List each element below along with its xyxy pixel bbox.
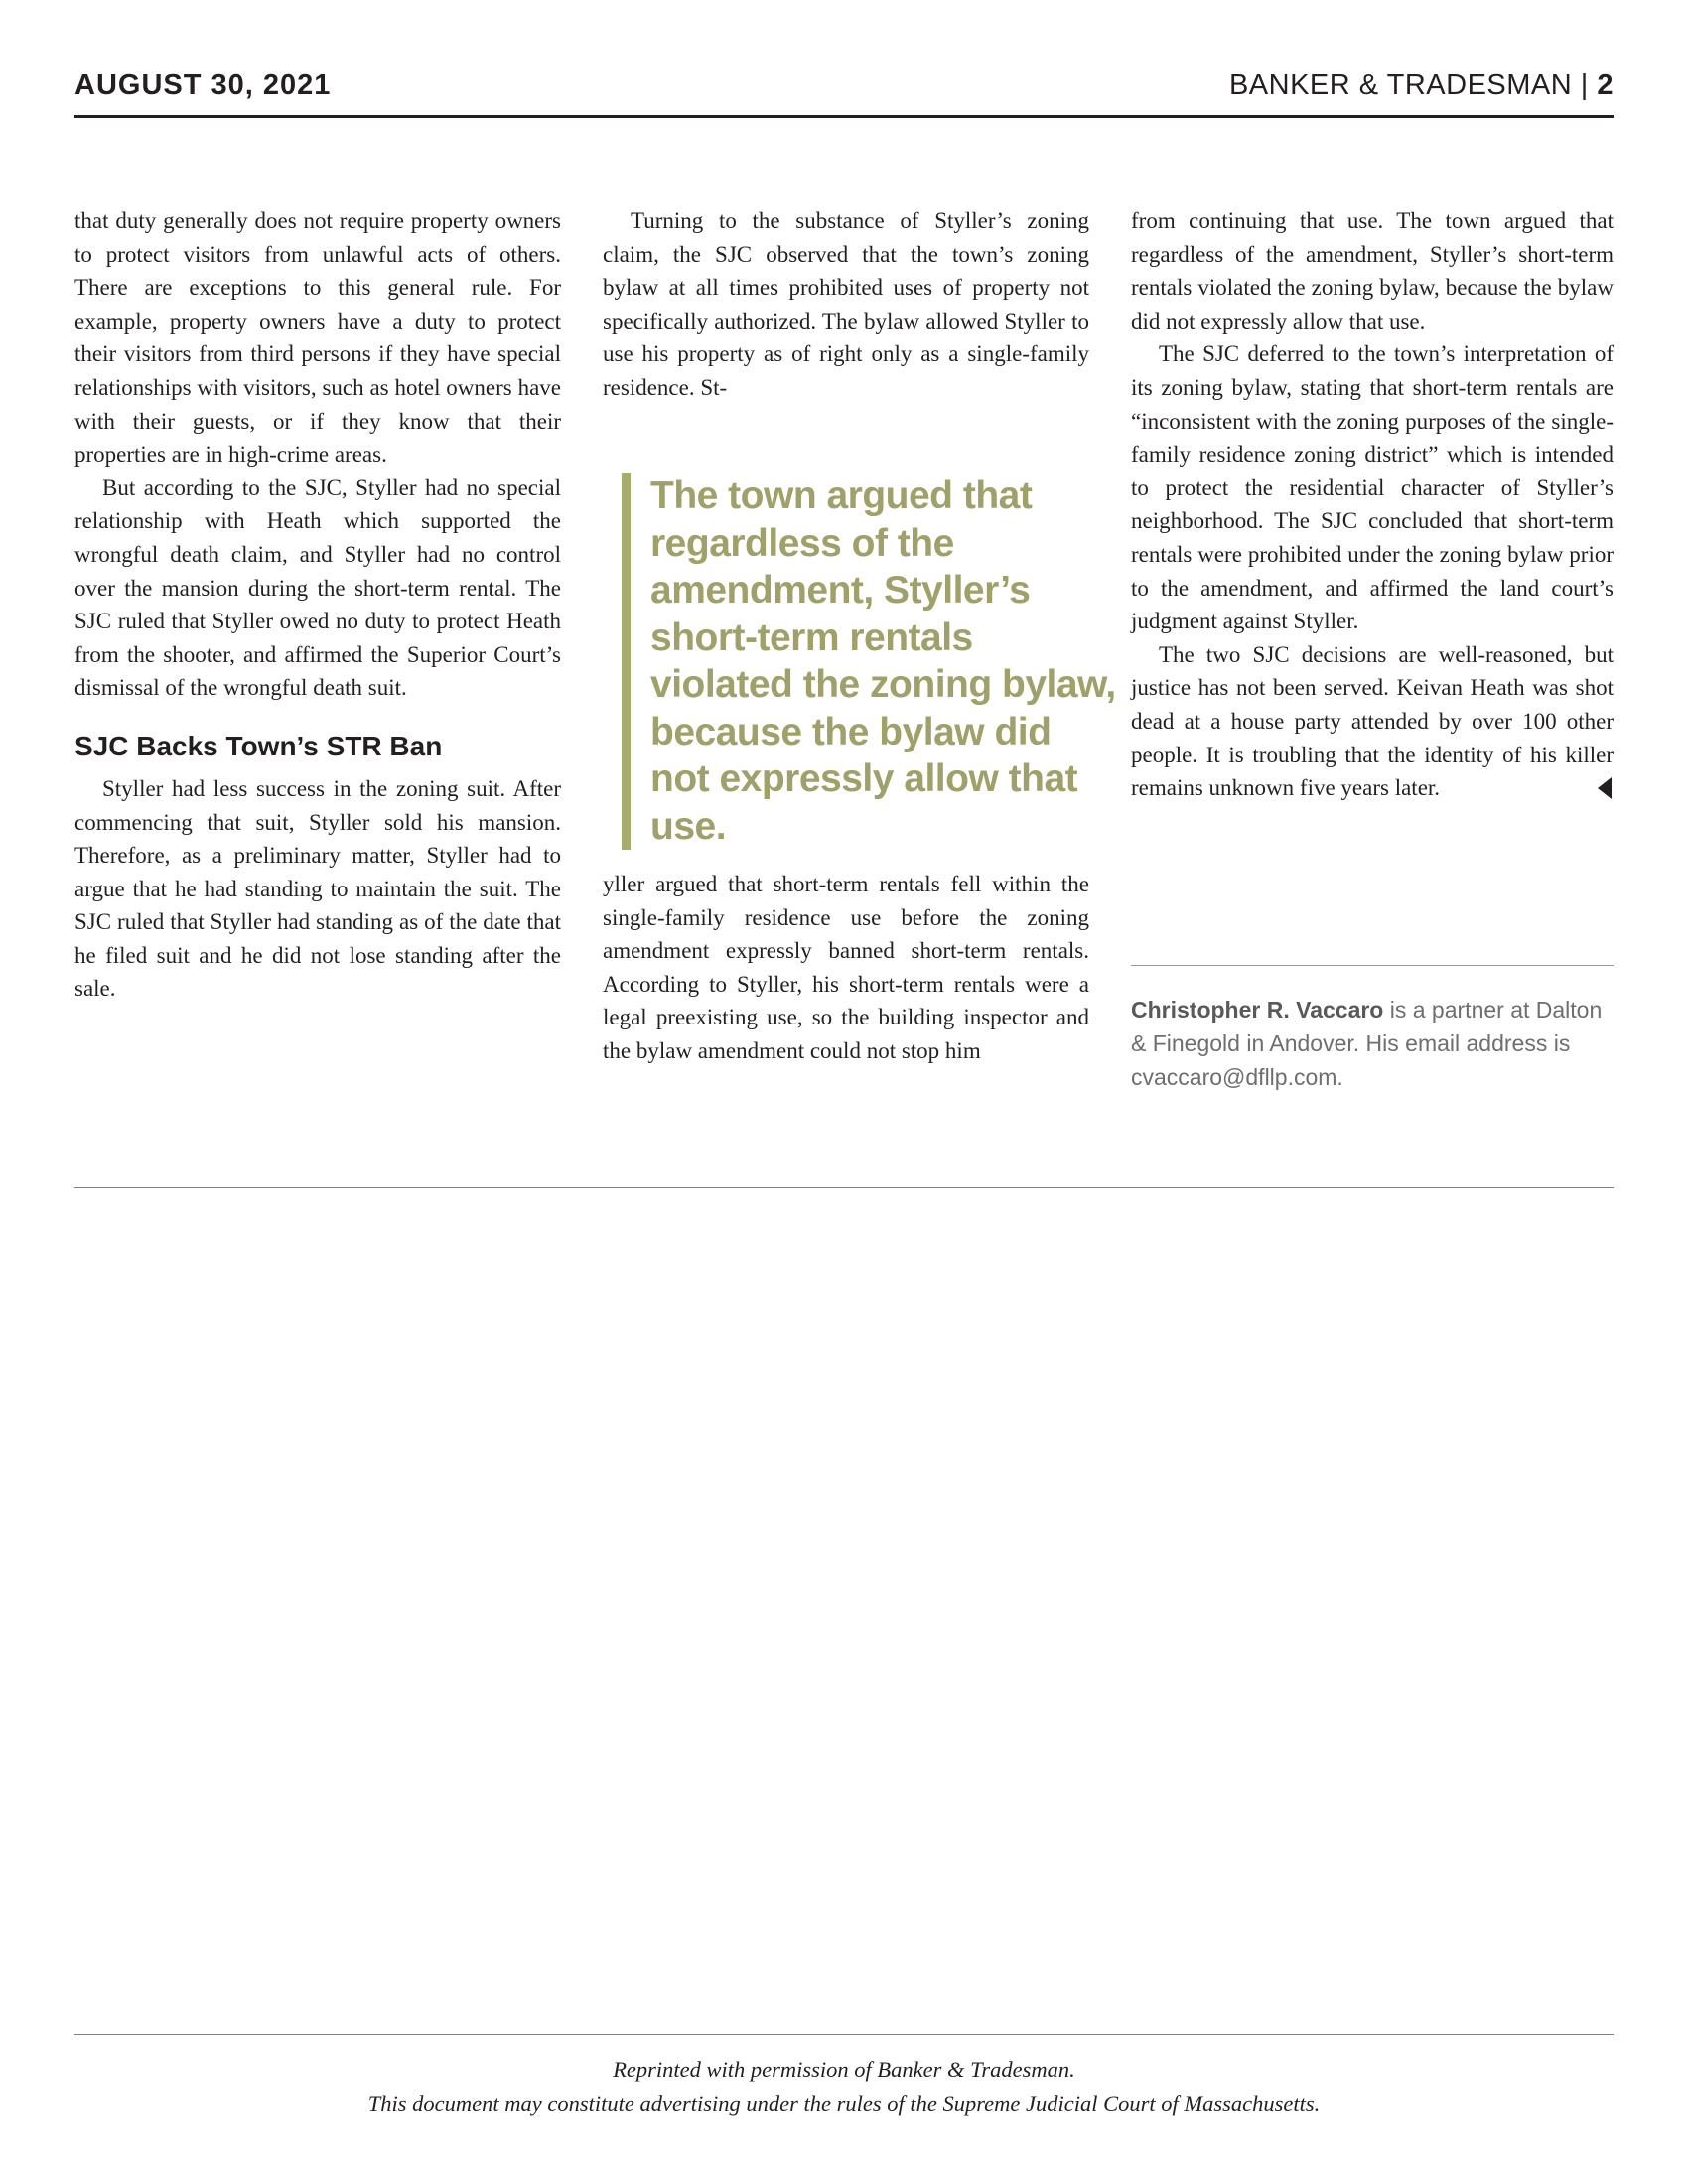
article-paragraph-text: The two SJC decisions are well-reasoned, but justice has not been served. Keivan Heath was shot dead at a house party attended by over 100 other people. It is troubling that the identity of his killer remains unknown five years later. — [1131, 641, 1614, 801]
article-paragraph: But according to the SJC, Styller had no special relationship with Heath which supported the wrongful death claim, and Styller had no control over the mansion during the short-term rental. The SJC ruled that Styller owed no duty to protect Heath from the shooter, and affirmed the Superior Court’s dismissal of the wrongful death suit. — [74, 475, 561, 701]
article-paragraph: Turning to the substance of Styller’s zoning claim, the SJC observed that the town’s zoning bylaw at all times prohibited uses of property not specifically authorized. The bylaw allowed Styller to use his property as of right only as a single-family residence. St- — [603, 208, 1089, 400]
author-bio — [1131, 993, 1614, 1094]
article-paragraph-final — [1131, 638, 1614, 805]
article-paragraph: from continuing that use. The town argued that regardless of the amendment, Styller’s short-term rentals violated the zoning bylaw, because the bylaw did not expressly allow that use. — [1131, 208, 1614, 334]
advertising-disclaimer: This document may constitute advertising under the rules of the Supreme Judicial Court of Massachusetts. — [367, 2091, 1321, 2116]
article-column-1 — [74, 205, 561, 1006]
footer-rule — [74, 2034, 1614, 2035]
section-subheading: SJC Backs Town’s STR Ban — [74, 730, 443, 761]
article-column-2-top — [603, 205, 1089, 405]
article-paragraph: The SJC deferred to the town’s interpretation of its zoning bylaw, stating that short-term rentals are “inconsistent with the zoning purposes of the single-family residence zoning district” which is intended to protect the residential character of Styller’s neighborhood. The SJC concluded that short-term rentals were prohibited under the zoning bylaw prior to the amendment, and affirmed the land court’s judgment against Styller. — [1131, 341, 1614, 634]
pull-quote: The town argued that regardless of the amendment, Styller’s short-term rentals violated the zoning bylaw, because the bylaw did not expressly allow that use. — [622, 473, 1117, 850]
publication-name: BANKER & TRADESMAN | — [1228, 69, 1598, 101]
article-column-3 — [1131, 205, 1614, 805]
author-name: Christopher R. Vaccaro — [1131, 997, 1384, 1023]
article-column-2-bottom — [603, 868, 1089, 1068]
publication-header — [1229, 69, 1614, 102]
header-rule — [74, 115, 1614, 118]
page-number: 2 — [1597, 69, 1614, 101]
content-end-rule — [74, 1187, 1614, 1188]
issue-date: AUGUST 30, 2021 — [74, 69, 332, 101]
bio-divider — [1131, 965, 1614, 966]
article-paragraph: yller argued that short-term rentals fell within the single-family residence use before the zoning amendment expressly banned short-term rentals. According to Styller, his short-term rentals were a legal preexisting use, so the building inspector and the bylaw amendment could not stop him — [603, 872, 1089, 1063]
article-paragraph: that duty generally does not require property owners to protect visitors from unlawful acts of others. There are exceptions to this general rule. For example, property owners have a duty to protect their visitors from third persons if they have special relationships with visitors, such as hotel owners have with their guests, or if they know that their properties are in high-crime areas. — [74, 208, 561, 468]
end-of-story-icon — [1598, 777, 1612, 799]
reprint-notice: Reprinted with permission of Banker & Tradesman. — [613, 2057, 1075, 2082]
reprint-footer — [74, 2053, 1614, 2120]
article-paragraph: Styller had less success in the zoning suit. After commencing that suit, Styller sold his mansion. Therefore, as a preliminary matter, Styller had to argue that he had standing to maintain the suit. The SJC ruled that Styller had standing as of the date that he filed suit and he did not lose standing after the sale. — [74, 775, 561, 1002]
author-bio-text: is a partner at Dalton & Finegold in Andover. His email address is cvaccaro@dfllp.com. — [1131, 997, 1603, 1090]
